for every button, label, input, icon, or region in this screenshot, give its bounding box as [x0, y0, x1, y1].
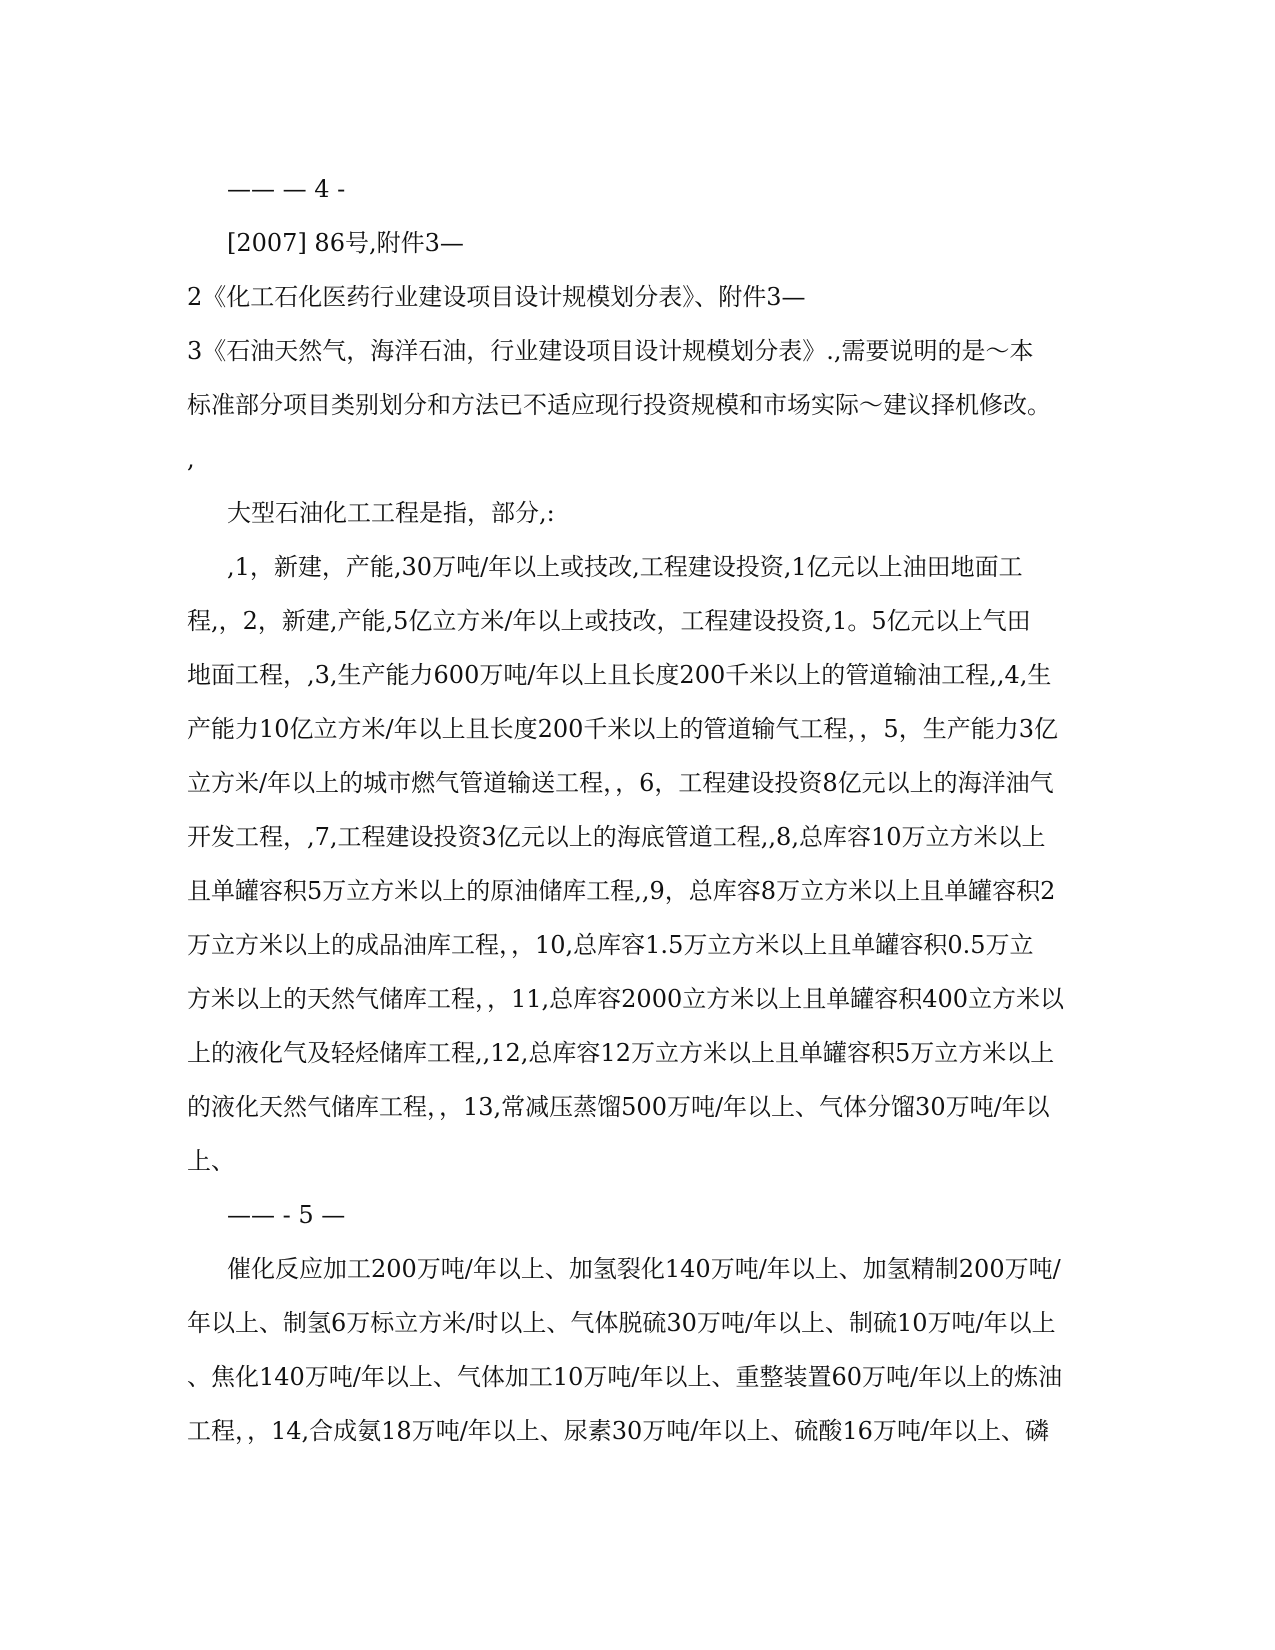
text-line: 催化反应加工200万吨/年以上、加氢裂化140万吨/年以上、加氢精制200万吨/ [227, 1255, 1061, 1283]
text-line: 开发工程，,7,工程建设投资3亿元以上的海底管道工程,,8,总库容10万立方米以上 [187, 823, 1046, 851]
text-line: 工程，，14,合成氨18万吨/年以上、尿素30万吨/年以上、硫酸16万吨/年以上、磷 [187, 1417, 1050, 1445]
page-number-marker: —— - 5 — [227, 1201, 346, 1229]
text-line: 程,，2，新建,产能,5亿立方米/年以上或技改，工程建设投资,1。5亿元以上气田 [187, 607, 1031, 635]
text-line: 地面工程，,3,生产能力600万吨/年以上且长度200千米以上的管道输油工程,,4,生 [187, 661, 1052, 689]
text-line: 、焦化140万吨/年以上、气体加工10万吨/年以上、重整装置60万吨/年以上的炼油 [187, 1363, 1063, 1391]
text-line: 上、 [187, 1147, 235, 1175]
text-line: 立方米/年以上的城市燃气管道输送工程，，6，工程建设投资8亿元以上的海洋油气 [187, 769, 1054, 797]
text-line: 2《化工石化医药行业建设项目设计规模划分表》、附件3— [187, 283, 806, 311]
text-line: 标准部分项目类别划分和方法已不适应现行投资规模和市场实际～建议择机修改。 [187, 391, 1051, 419]
document-body [187, 162, 1087, 1458]
text-line: , [187, 445, 195, 473]
text-line: [2007] 86号,附件3— [227, 229, 464, 257]
text-line: 年以上、制氢6万标立方米/时以上、气体脱硫30万吨/年以上、制硫10万吨/年以上 [187, 1309, 1056, 1337]
text-line: ,1，新建，产能,30万吨/年以上或技改,工程建设投资,1亿元以上油田地面工 [227, 553, 1023, 581]
text-line: 且单罐容积5万立方米以上的原油储库工程,,9，总库容8万立方米以上且单罐容积2 [187, 877, 1056, 905]
text-line: 3《石油天然气，海洋石油，行业建设项目设计规模划分表》.,需要说明的是～本 [187, 337, 1034, 365]
section-heading: 大型石油化工工程是指，部分,: [227, 499, 555, 527]
text-line: 产能力10亿立方米/年以上且长度200千米以上的管道输气工程，，5，生产能力3亿 [187, 715, 1058, 743]
page-number-marker: —— — 4 - [227, 175, 346, 203]
text-line: 的液化天然气储库工程，，13,常减压蒸馏500万吨/年以上、气体分馏30万吨/年以 [187, 1093, 1050, 1121]
text-line: 上的液化气及轻烃储库工程,,12,总库容12万立方米以上且单罐容积5万立方米以上 [187, 1039, 1055, 1067]
text-line: 万立方米以上的成品油库工程，，10,总库容1.5万立方米以上且单罐容积0.5万立 [187, 931, 1034, 959]
text-line: 方米以上的天然气储库工程，，11,总库容2000立方米以上且单罐容积400立方米以 [187, 985, 1065, 1013]
